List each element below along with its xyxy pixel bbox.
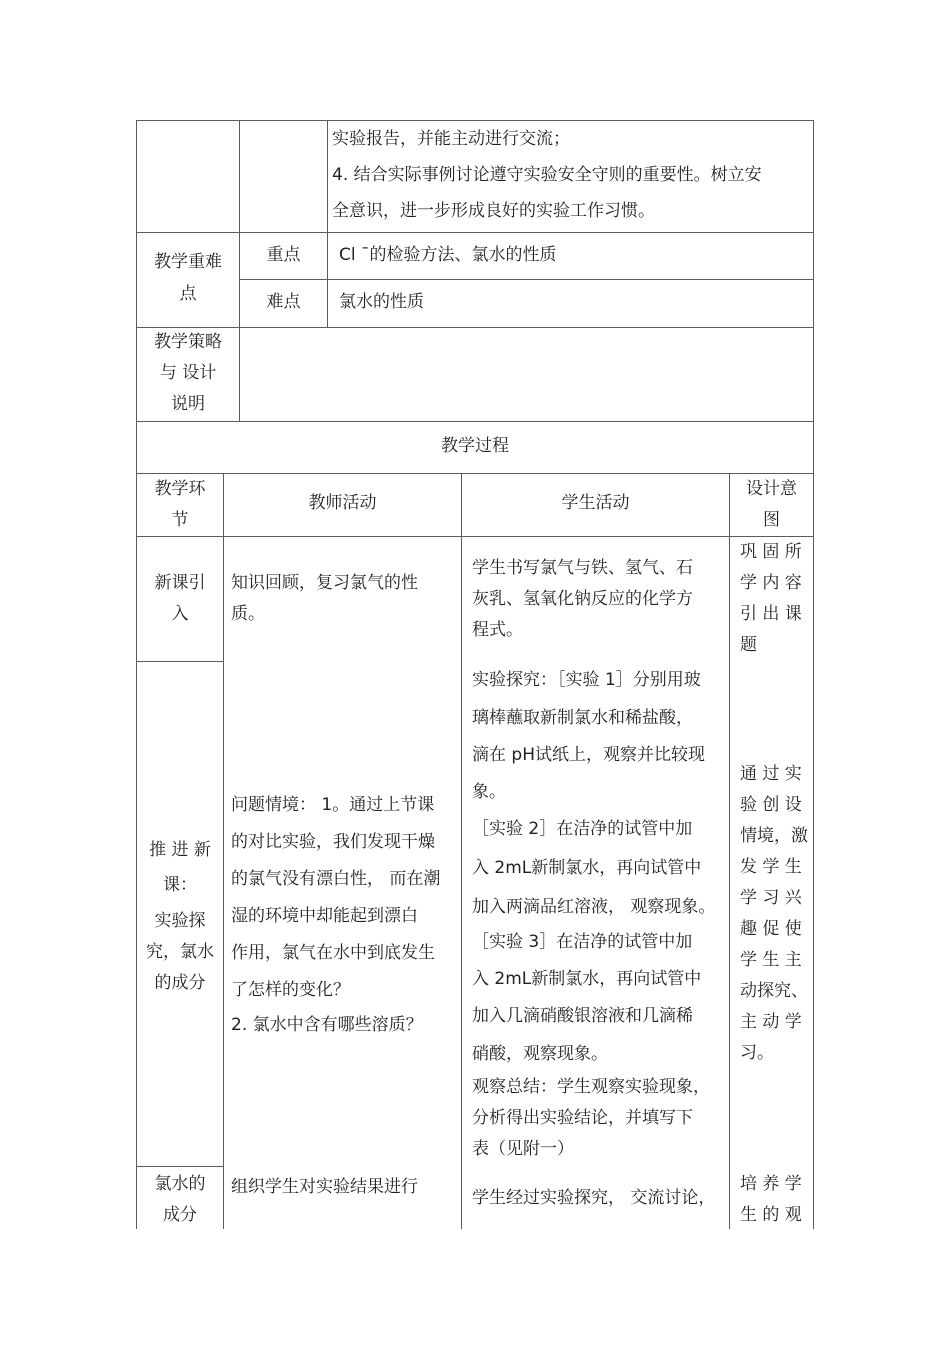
table-border [223,473,224,1229]
student-activity-line: 观察总结：学生观察实验现象， [472,1077,710,1097]
stage-label: 氯水的 [154,1174,206,1194]
table-border [136,232,814,233]
stage-label: 课： [163,875,197,895]
key-point-text: Cl ˉ的检验方法、氯水的性质 [339,245,557,265]
student-activity-line: 象。 [472,782,506,802]
key-point-label: 重点 [266,245,301,265]
header-teacher: 教师活动 [308,493,377,513]
student-activity-line: 程式。 [472,620,523,640]
student-activity-line: 学生书写氯气与铁、氢气、石 [472,558,693,578]
objective-line: 实验报告，并能主动进行交流； [332,129,570,149]
intent-line: 动探究、 [740,981,808,1001]
intent-line: 学 生 主 [740,950,802,970]
difficulty-label: 点 [179,284,197,304]
strategy-label: 说明 [171,394,205,414]
student-activity-line: 璃棒蘸取新制氯水和稀盐酸， [472,708,693,728]
teacher-activity-line: 作用，氯气在水中到底发生 [231,943,435,963]
header-stage: 节 [171,510,189,530]
strategy-label: 与 设计 [159,363,217,383]
header-intent: 设计意 [746,479,797,499]
intent-line: 题 [740,635,757,655]
difficult-point-label: 难点 [266,292,301,312]
objective-line: 4. 结合实际事例讨论遵守实验安全守则的重要性。树立安 [332,165,762,185]
student-activity-line: ［实验 3］在洁净的试管中加 [472,932,693,952]
intent-line: 学 习 兴 [740,888,802,908]
student-activity-line: 表（见附一） [472,1139,574,1159]
difficult-point-text: 氯水的性质 [339,292,424,312]
objective-line: 全意识，进一步形成良好的实验工作习惯。 [332,201,655,221]
teacher-activity-line: 组织学生对实验结果进行 [231,1177,418,1197]
process-title: 教学过程 [441,436,509,456]
table-border [136,661,223,662]
intent-line: 验 创 设 [740,795,802,815]
table-border [136,120,814,121]
intent-line: 习。 [740,1043,774,1063]
student-activity-line: 分析得出实验结论，并填写下 [472,1108,693,1128]
header-intent: 图 [763,510,780,530]
table-border [136,421,814,422]
teacher-activity-line: 的对比实验，我们发现干燥 [231,832,435,852]
stage-label: 实验探 [154,911,206,931]
teacher-activity-line: 2. 氯水中含有哪些溶质？ [231,1015,423,1035]
stage-label: 的成分 [154,973,206,993]
table-border [813,120,814,1229]
intent-line: 引 出 课 [740,604,802,624]
stage-label: 入 [171,604,189,624]
student-activity-line: ［实验 2］在洁净的试管中加 [472,819,693,839]
student-activity-line: 学生经过实验探究， 交流讨论， [472,1188,716,1208]
student-activity-line: 实验探究：［实验 1］分别用玻 [472,670,701,690]
table-border [136,1166,223,1167]
student-activity-line: 硝酸，观察现象。 [472,1044,608,1064]
table-border [327,120,328,327]
stage-label: 推 进 新 [149,840,211,860]
difficulty-label: 教学重难 [154,252,222,272]
stage-label: 新课引 [154,573,206,593]
stage-label: 究，氯水 [146,942,214,962]
intent-line: 学 内 容 [740,573,802,593]
header-student: 学生活动 [561,493,630,513]
teacher-activity-line: 质。 [231,604,265,624]
table-border [136,473,814,474]
teacher-activity-line: 了怎样的变化？ [231,980,350,1000]
intent-line: 培 养 学 [740,1174,802,1194]
header-stage: 教学环 [154,479,206,499]
intent-line: 趣 促 使 [740,919,802,939]
table-border [136,536,814,537]
intent-line: 巩 固 所 [740,542,802,562]
teacher-activity-line: 湿的环境中却能起到漂白 [231,906,418,926]
intent-line: 主 动 学 [740,1012,802,1032]
intent-line: 通 过 实 [740,764,802,784]
student-activity-line: 入 2mL新制氯水，再向试管中 [472,858,702,878]
student-activity-line: 滴在 pH试纸上，观察并比较现 [472,745,705,765]
table-border [461,473,462,1229]
intent-line: 发 学 生 [740,857,802,877]
teacher-activity-line: 问题情境： 1。通过上节课 [231,795,435,815]
student-activity-line: 灰乳、氢氧化钠反应的化学方 [472,589,693,609]
teacher-activity-line: 知识回顾，复习氯气的性 [231,573,418,593]
strategy-label: 教学策略 [154,332,222,352]
student-activity-line: 加入几滴硝酸银溶液和几滴稀 [472,1006,693,1026]
intent-line: 情境，激 [740,826,808,846]
teacher-activity-line: 的氯气没有漂白性， 而在潮 [231,869,441,889]
student-activity-line: 加入两滴品红溶液， 观察现象。 [472,897,716,917]
table-border [729,473,730,1229]
stage-label: 成分 [163,1205,197,1225]
student-activity-line: 入 2mL新制氯水，再向试管中 [472,969,702,989]
intent-line: 生 的 观 [740,1205,802,1225]
